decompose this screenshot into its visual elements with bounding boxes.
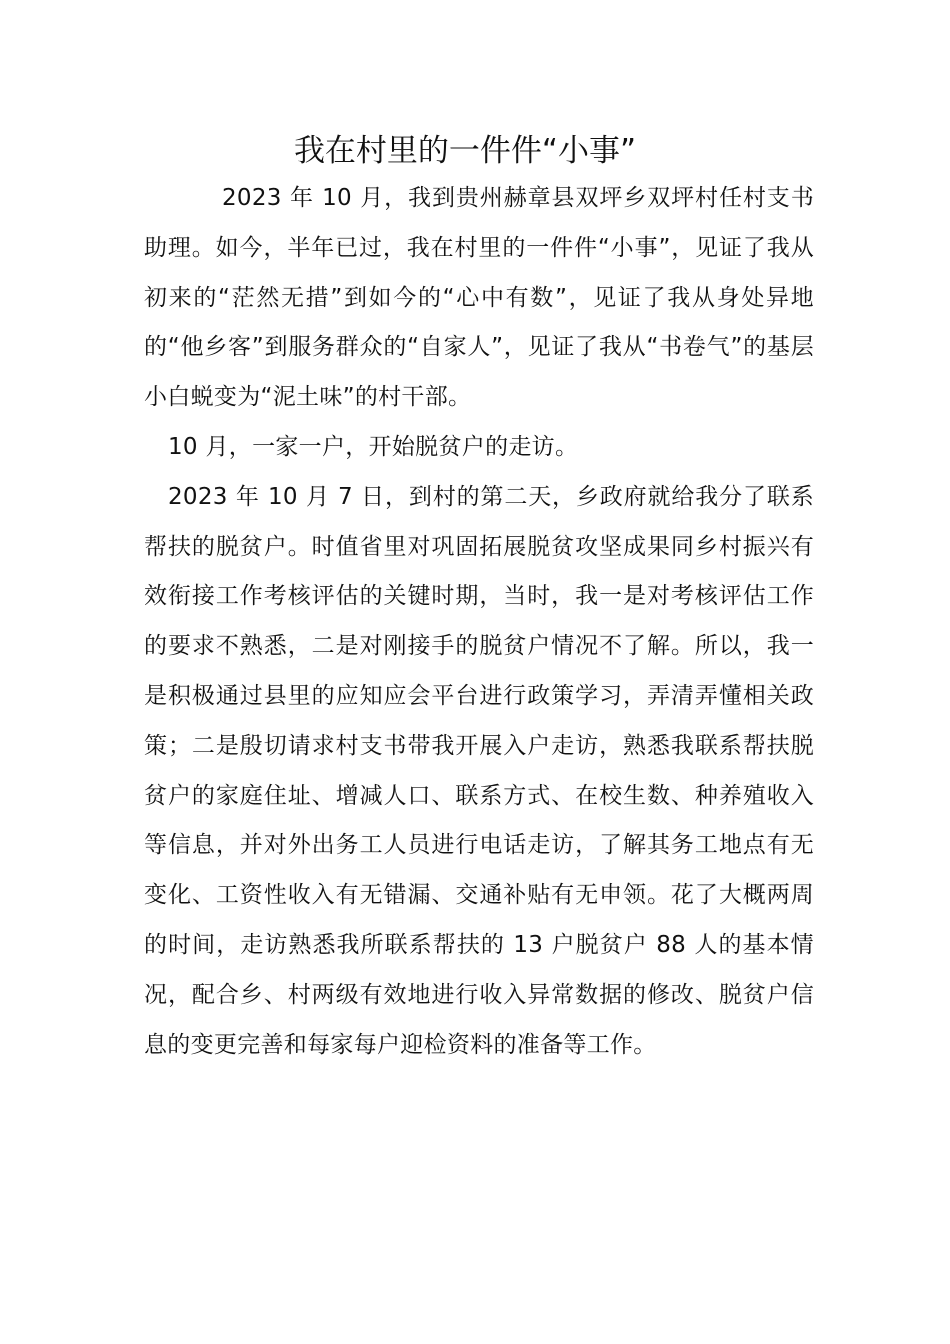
paragraph-section-heading: 10 月，一家一户，开始脱贫户的走访。 [168,433,579,460]
paragraph-visits: 2023 年 10 月 7 日，到村的第二天，乡政府就给我分了联系帮扶的脱贫户。时值省里对巩固拓展脱贫攻坚成果同乡村振兴有效衔接工作考核评估的关键时期，当时，我一是对考核评估工作的要求不熟悉，二是对刚接手的脱贫户情况不了解。所以，我一是积极通过县里的应知应会平台进行政策学习，弄清弄懂相关政策；二是殷切请求村支书带我开展入户走访，熟悉我联系帮扶脱贫户的家庭住址、增减人口、联系方式、在校生数、种养殖收入等信息，并对外出务工人员进行电话走访，了解其务工地点有无变化、工资性收入有无错漏、交通补贴有无申领。花了大概两周的时间，走访熟悉我所联系帮扶的 13 户脱贫户 88 人的基本情况，配合乡、村两级有效地进行收入异常数据的修改、脱贫户信息的变更完善和每家每户迎检资料的准备等工作。 [144,483,814,1058]
paragraph-intro: 2023 年 10 月，我到贵州赫章县双坪乡双坪村任村支书助理。如今，半年已过，我在村里的一件件“小事”，见证了我从初来的“茫然无措”到如今的“心中有数”，见证了我从身处异地的“他乡客”到服务群众的“自家人”，见证了我从“书卷气”的基层小白蜕变为“泥土味”的村干部。 [144,185,814,411]
document-body [144,174,814,1070]
document-title: 我在村里的一件件“小事” [293,133,637,169]
